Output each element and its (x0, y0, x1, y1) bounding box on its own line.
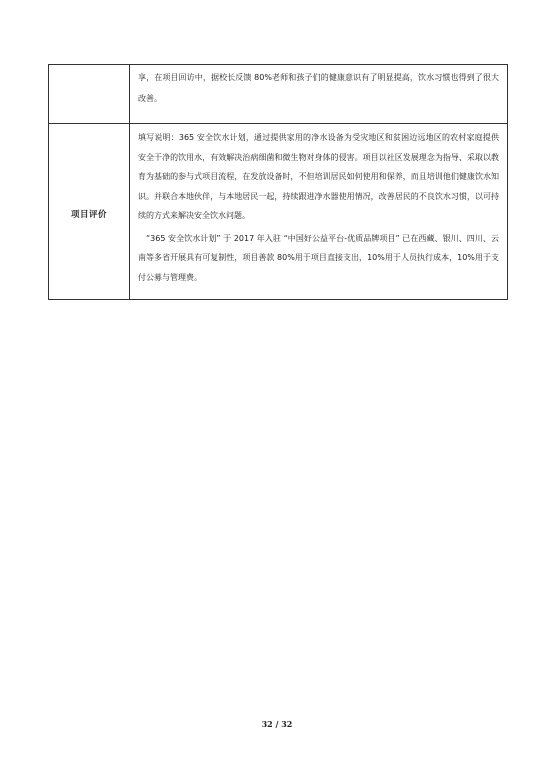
label-cell-evaluation (49, 124, 130, 300)
content-cell-evaluation (130, 124, 508, 300)
evaluation-label: 项目评价 (70, 210, 107, 220)
evaluation-paragraph-2: “365 安全饮水计划” 于 2017 年入驻 “中国好公益平台-优质品牌项目” 已在西藏、银川、四川、云南等多省开展具有可复制性，项目善款 80%用于项目直接支出，10%用于人员执行成本，10%用于支付公募与管理费。 (138, 233, 499, 282)
content-cell-continuation (130, 65, 508, 124)
page-number: 32 / 32 (261, 719, 293, 729)
table-row-evaluation (49, 124, 508, 300)
label-cell-empty (49, 65, 130, 124)
evaluation-paragraph-1: 填写说明：365 安全饮水计划，通过提供家用的净水设备为受灾地区和贫困边远地区的农村家庭提供安全干净的饮用水，有效解决治病细菌和微生物对身体的侵害。项目以社区发展理念为指导、采取以教育为基础的参与式项目流程，在发放设备时，不但培训居民如何使用和保养，而且培训他们健康饮水知识。并联合本地伙伴，与本地居民一起，持续跟进净水器使用情况，改善居民的不良饮水习惯，以可持续的方式来解决安全饮水问题。 (138, 133, 499, 220)
table-row-continuation (49, 65, 508, 124)
project-table (48, 64, 508, 300)
continuation-text: 享，在项目回访中，据校长反馈 80%老师和孩子们的健康意识有了明显提高，饮水习惯也得到了很大改善。 (138, 73, 499, 103)
